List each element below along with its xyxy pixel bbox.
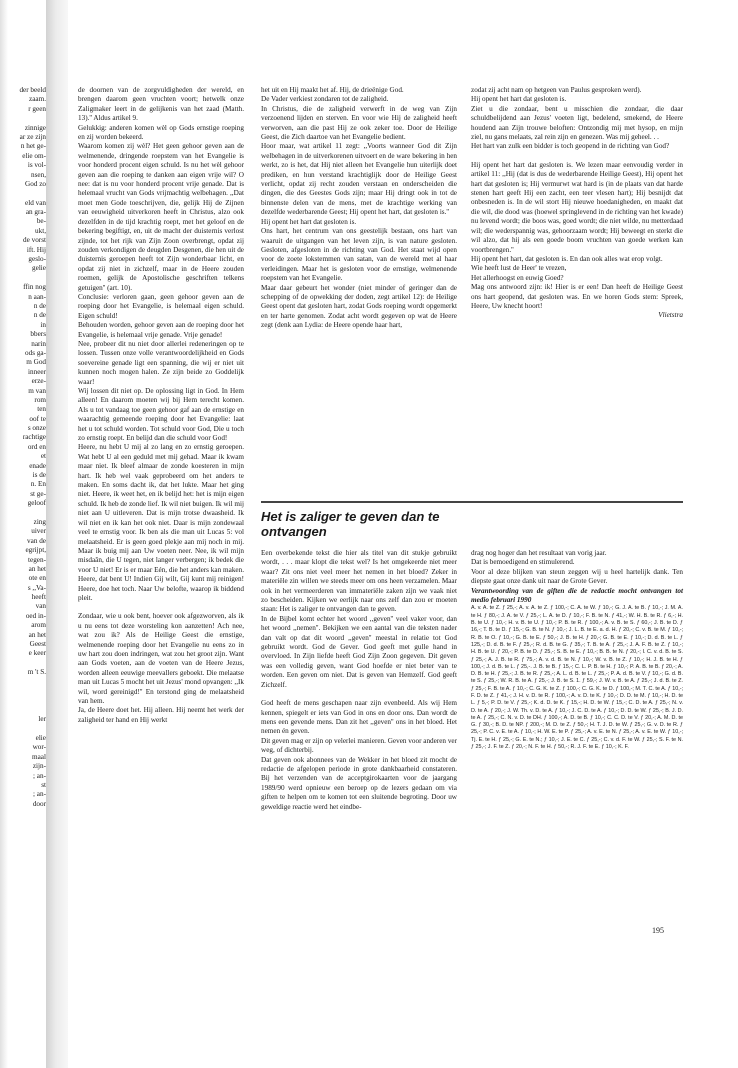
edge-text-line: ffin nog xyxy=(23,283,46,292)
hymn-line: Het allerhoogst en euwig Goed? xyxy=(471,273,564,282)
edge-text-line: heeft xyxy=(31,593,46,602)
paragraph: Het hart van zulk een bidder is toch geopend in de richting van God? xyxy=(471,142,670,151)
edge-text-line: ar ze zijn xyxy=(19,132,46,141)
edge-text-line: m 't S. xyxy=(27,668,46,677)
paragraph: Nee, probeer dit nu niet door allerlei redeneringen op te lossen. Tussen onze volle verantwoordelijkheid en Gods soevereine genade ligt een spanning, die wij er niet uit kunnen noch mogen halen. Ze zijn beide zo Goddelijk waar! xyxy=(78,339,244,386)
edge-text-line: an het xyxy=(28,630,46,639)
edge-text-line: zinnige xyxy=(24,123,46,132)
edge-text-line: eld van xyxy=(25,198,46,207)
edge-text-line: e keer xyxy=(28,649,46,658)
article-column-3 xyxy=(471,86,683,321)
edge-text-line: n de xyxy=(33,311,46,320)
paragraph: Een overbekende tekst die hier als titel van dit stukje gebruikt wordt, . . . maar klopt die tekst wel? Is het omgekeerde niet meer waar? Zit ons niet veel meer het nemen in het bloed? Zeker in materiële zin willen we steeds meer om ons heen verzamelen. Maar ook in het vermeerderen van immateriële zaken zijn we vaak niet zo bescheiden. Kijken we eerlijk naar ons zelf dan zou er moeten staan: Het is zaliger te ontvangen dan te geven. xyxy=(261,549,457,614)
edge-text-line: God zo xyxy=(25,179,46,188)
paragraph: Dit geven mag er zijn op velerlei manieren. Geven voor anderen ver weg, of dichterbij. xyxy=(261,736,457,755)
edge-text-line: an het xyxy=(28,564,46,573)
paragraph: Dat geven ook abonnees van de Wekker in het bloed zit mocht de redactie de afgelopen periode in grote dankbaarheid constateren. Bij het verzenden van de acceptgirokaarten voor de jaargang 1989/90 werd opnieuw een beroep op de lezers gedaan om via giften te helpen om te komen tot een sluitende begroting. Door uw geweldige reactie werd het eindbe- xyxy=(261,755,457,811)
edge-text-line: zijn- xyxy=(32,762,46,771)
edge-text-line xyxy=(0,509,46,518)
edge-text-line: oed in- xyxy=(25,611,46,620)
paragraph: God heeft de mens geschapen naar zijn evenbeeld. Als wij Hem kennen, spiegelt er iets van God in ons en door ons. Dan wordt de mens een gevende mens. Dan zit het ,,geven'' ons in het bloed. Het nemen én geven. xyxy=(261,699,457,736)
edge-text-line: der beeld xyxy=(19,86,46,94)
edge-text-line xyxy=(0,114,46,123)
paragraph: Hij opent het hart dat gesloten is. xyxy=(471,95,567,104)
paragraph: Mag ons antwoord zijn: ik! Hier is er een! Dan heeft de Heilige Geest ons hart geopend, dat gesloten was. En we horen Gods stem: Spreek, Heere, Uw knecht hoort! xyxy=(471,283,683,310)
paragraph: het uit en Hij maakt het af. Hij, de drieënige God. xyxy=(261,86,404,94)
paragraph: Ja, de Heere doet het. Hij alleen. Hij neemt het werk der zaligheid ter hand en Hij werkt xyxy=(78,706,244,724)
edge-text-line: zaam. xyxy=(29,95,46,104)
paragraph: de doornen van de zorgvuldigheden der wereld, en brengen daarom geen vruchten voort; hetwelk onze Zaligmaker leert in de gelijkenis van het zaad (Matth. 13).'' Aldus artikel 9. xyxy=(78,86,244,123)
edge-text-line xyxy=(0,659,46,668)
paragraph: Dat is bemoedigend en stimulerend. xyxy=(471,558,575,567)
acknowledgement-heading: Verantwoording van de giften die de redactie mocht ontvangen tot medio februari 1990 xyxy=(471,586,683,605)
giving-article-column-1 xyxy=(261,549,457,812)
edge-text-line: egrijpt, xyxy=(25,546,46,555)
giving-article-column-2 xyxy=(471,549,683,751)
edge-text-line: elie om- xyxy=(22,151,46,160)
edge-text-line: geloof xyxy=(27,499,46,508)
edge-text-line: van xyxy=(35,602,46,611)
paragraph: Hoor maar, wat artikel 11 zegt: ,,Voorts wanneer God dit Zijn welbehagen in de uitverkorenen uitvoert en de ware bekering in hen werkt, zo is het, dat Hij niet alleen het Evangelie hun uiterlijk doet prediken, en hun verstand krachtiglijk door de Heilige Geest verlicht, opdat zij recht zouden verstaan en onderscheiden die dingen, die des Geestes Gods zijn; maar Hij dringt ook in tot de binnenste delen van de mens, met de krachtige werking van dezelfde wederbarende Geest; Hij opent het hart, dat gesloten is.'' xyxy=(261,142,457,217)
edge-text-line: nsen, xyxy=(31,170,46,179)
edge-text-line: ten xyxy=(37,405,46,414)
edge-text-line: de vorst xyxy=(23,236,46,245)
edge-text-line: zing xyxy=(33,517,46,526)
paragraph: zodat zij acht nam op hetgeen van Paulus gesproken werd). xyxy=(471,86,642,94)
edge-text-line: n het ge- xyxy=(20,142,46,151)
edge-text-line: s ,,Va- xyxy=(27,583,46,592)
edge-text-line: be- xyxy=(36,217,46,226)
section-divider xyxy=(261,501,683,503)
paragraph: Heere, nu hebt U mij al zo lang en zo ernstig geroepen. Wat hebt U al een geduld met mij gehad. Maar ik kwam maar niet. Ik bleef almaar de zonde koesteren in mijn hart. Ik heb wel vaak geprobeerd om het anders te maken. En soms dacht ik, dat het lukte. Maar het ging niet. Heere, ik weet het, en ik belijd het: het is mijn eigen schuld. Ik heb de zonde lief. Ik wil niet buigen. Ik wil mij niet aan U uitleveren. Dat is mijn trotse dwaasheid. Ik wil niet en ik kan het ook niet. Daar is mijn zondewaal veel te ernstig voor. Ik ben als die man uit Lucas 5: vol melaatsheid. Er is geen goed plekje aan mij noch in mij. Maar ik buig mij aan Uw voeten neer. Nee, ik wil mijn misdaân, die U tegen, niet langer verbergen; ik bedek die voor U niet! Er is er maar Eén, die het anders kan maken. Heere, dat bent U! Indien Gij wilt, Gij kunt mij reinigen! Heere, doe het toch. Naar Uw belofte, waarop ik biddend pleit. xyxy=(78,443,244,602)
edge-text-line: ; an- xyxy=(33,771,46,780)
edge-text-line: ord en xyxy=(27,442,46,451)
edge-text-line xyxy=(0,696,46,705)
edge-text-line: Geest xyxy=(29,640,46,649)
edge-text-line: ; an- xyxy=(33,790,46,799)
edge-text-line: rachtige xyxy=(22,433,46,442)
edge-text-line: tegen- xyxy=(28,555,46,564)
edge-text-line: door xyxy=(32,799,46,808)
edge-text-line: is vol- xyxy=(27,161,46,170)
edge-text-line: ler xyxy=(38,715,46,724)
article-column-1 xyxy=(78,86,244,725)
edge-text-line: elie xyxy=(35,733,46,742)
paragraph: Hij opent het hart dat gesloten is. xyxy=(261,217,357,226)
paragraph: In de Bijbel komt echter het woord ,,geven'' veel vaker voor, dan het woord ,,nemen''. Bekijken we een aantal van die teksten nader dan valt op dat dit woord ,,geven'' meestal in relatie tot God gebruikt wordt. God de Gever. God geeft met gulle hand in overvloed. In Zijn liefde heeft God Zijn Zoon gegeven. Dit geven was een volledig geven, want God hoefde er niet beter van te worden. Een geven om niet. Dat is geven van Hemzelf. God geeft Zichzelf. xyxy=(261,614,457,689)
edge-text-line: oof te xyxy=(29,414,46,423)
edge-text-line: ift. Hij xyxy=(26,245,46,254)
edge-text-line: ukt, xyxy=(35,226,46,235)
donations-list: A. v. A. te Z. ƒ 25,-; A. v. A. te Z. ƒ 100,-; C. A. te W. ƒ 10,-; G. J. A. te B. ƒ 10,-; J. M. A. te H. ƒ 80,-; J. A. te V. ƒ 25,-; L. A. te D. ƒ 10,-; F. B. te N. ƒ 41,-; W. H. B. te R. ƒ 6,-; H. B. te U. ƒ 10,-; H. v. B. te U. ƒ 10,-; P. B. te R. ƒ 100,-; A. v. B. te S. ƒ 60,-; J. B. te D. ƒ 16,-; T. B. te D. ƒ 15,-; G. B. te N. ƒ 10,-; J. L. B. te E. a. d. H. ƒ 20,-; C. v. B. te M. ƒ 10,-; R. B. te O. ƒ 10,-; G. B. te E. ƒ 50,-; J. B. te H. ƒ 20,-; G. B. te E. ƒ 10,-; D. d. B. te L. ƒ 125,-; D. d. B. te F. ƒ 25,-; R. d. B. te G. ƒ 35,-; T. B. te A. ƒ 25,-; J. A. F. B. te Z. ƒ 10,-; H. B. te U. ƒ 20,-; P. B. te D. ƒ 25,-; S. B. te E. ƒ 10,-; B. B. te N. ƒ 20,-; I. C. v. d. B. te S. ƒ 25,-; A. J. B. te R. ƒ 75,-; A. v. d. B. te N. ƒ 10,-; W. v. B. te Z. ƒ 10,-; H. J. B. te H. ƒ 100,-; J. d. B. te L. ƒ 25,-. J. B. te B. ƒ 15,-; C. L. P. B. te H. ƒ 10,-; P. A. B. te B. ƒ 20,-; A. D. B. te H. ƒ 25,-; J. B. te R. ƒ 25,-; A. L. d. B. te L. ƒ 25,-; P. A. d. B. te V. ƒ 10,-; G. d. B. te S. ƒ 25,-; W. R. B. te A. ƒ 25,-; J. B. te S. 1. ƒ 59,-; J. W. v. B. te A. ƒ 25,-; J. d. B. te Z. ƒ 25,-; F. B. te A. ƒ 10,-; C. G. K. te Z. ƒ 100,-; C. G. K. te D. ƒ 100,-; M. T. C. te A. ƒ 10,-; F. D. te Z. ƒ 41,-; J. H. v. D. te R. ƒ 100,-; A. v. D. te K. ƒ 10,-; D. D. te M. ƒ 10,-; H. D. te L. ƒ 5,-; P. D. te V. ƒ 25,-; K. d. D. te K. ƒ 15,-; H. D. te W. ƒ 15,-; C. D. te A. ƒ 25,-; N. v. D. te A. ƒ 20,-; J. W. Th. v. D. te A. ƒ 10,-; J. C. D. te A. ƒ 10,-; D. D. te W. ƒ 25,-; B. J. D. te A. ƒ 25,-; C. N. v. D. te DH. ƒ 100,-; A. D. te B. ƒ 10,-; C. C. D. te V. ƒ 20,-; A. M. D. te G. ƒ 30,-; B. D. te NP. ƒ 200,-; M. D. te Z. ƒ 50,-; H. T. J. D. te W. ƒ 25,-; G. v. D. te R. ƒ 25,-; P. C. v. E. te A. ƒ 10,-; H. W. E. te P. ƒ 25,-; A. v. E. te N. ƒ 25,-; A. v. E. te W. ƒ 10,-; Tj. E. te H. ƒ 25,-; G. E. te N.; ƒ 10,-; J. E. te C. ƒ 25,-; C. v. d. F. te W. ƒ 25,-; S. F. te N. ƒ 25,-; J. F. te Z. ƒ 20,-; N. F. te H. ƒ 50,-; R. J. F. te E. ƒ 10,-; K. F. xyxy=(471,605,683,751)
author-signature: Vlietstra xyxy=(658,311,683,320)
edge-text-line: m van xyxy=(28,386,46,395)
paragraph: De Vader verkiest zondaren tot de zaligheid. xyxy=(261,95,389,104)
paragraph: Behouden worden, gehoor geven aan de roeping door het Evangelie, is helemaal vrije genade. Vrije genade! xyxy=(78,321,244,339)
edge-text-line: et xyxy=(40,452,46,461)
edge-text-line: s onze xyxy=(27,424,46,433)
edge-text-line: st ge- xyxy=(30,489,46,498)
edge-text-line: geslo- xyxy=(28,255,46,264)
article-column-2 xyxy=(261,86,457,331)
paragraph: Voor al deze blijken van steun zeggen wij u heel hartelijk dank. Ten diepste gaat onze dank uit naar de Grote Gever. xyxy=(471,567,683,586)
edge-text-line: maal xyxy=(32,752,46,761)
edge-text-line: ods ga- xyxy=(25,348,46,357)
edge-text-line xyxy=(0,687,46,696)
edge-text-line: st xyxy=(41,780,46,789)
paragraph: Ons hart, het centrum van ons geestelijk bestaan, ons hart van waaruit de uitgangen van het leven zijn, is van nature gesloten. Gesloten, afgesloten in de richting van God. Het staat wijd open voor de zoete lokstemmen van satan, van de wereld met al haar verleidingen. Maar het is gesloten voor de ernstige, welmenende roepstem van het Evangelie. xyxy=(261,227,457,283)
edge-text-line: narin xyxy=(31,339,46,348)
edge-text-line: uiver xyxy=(31,527,46,536)
article-title: Het is zaliger te geven dan te ontvangen xyxy=(261,509,440,539)
paragraph: drag nog hoger dan het resultaat van vorig jaar. xyxy=(471,549,607,557)
page-number: 195 xyxy=(652,926,664,935)
book-spine xyxy=(46,0,68,1068)
edge-text-line: arom xyxy=(31,621,46,630)
left-page-edge-text xyxy=(0,86,46,809)
paragraph: Wij lossen dit niet op. De oplossing ligt in God. In Hem alleen! En daarom moeten wij bij Hem terecht komen. Als u tot vandaag toe geen gehoor gaf aan de ernstige en waarachtig gemeende roeping door het Evangelie: laat het u tot schuld worden. Tot schuld voor God, Die u toch zo ernstig roept. En belijd dan die schuld voor God! xyxy=(78,387,244,443)
edge-text-line: an gra- xyxy=(25,208,46,217)
edge-text-line: is de xyxy=(32,471,46,480)
edge-text-line: bbers xyxy=(30,330,46,339)
paragraph: Hij opent het hart dat gesloten is. We lezen maar eenvoudig verder in artikel 11: ,,Hij (dat is dus de wederbarende Heilige Geest), Hij opent het hart dat gesloten is; Hij vermurwt wat hard is (in de plaats van dat harde stenen hart geeft Hij een zacht, een teer vlesen hart); Hij besnijdt dat onbesneden is. In de wil stort Hij nieuwe hoedanigheden, en maakt dat die wil, die dood was (hoewel springlevend in de richting van het kwade) nu levend wordt; die boos was, goed wordt; die niet wilde, nu metterdaad wil; die wederspannig was, gehoorzaam wordt; Hij beweegt en sterkt die wil alzo, dat hij als een goede boom vruchten van goede werken kan voortbrengen.'' xyxy=(471,160,683,254)
edge-text-line: enade xyxy=(29,461,46,470)
edge-text-line: n. En xyxy=(30,480,46,489)
edge-text-line: n de xyxy=(33,301,46,310)
paragraph: Conclusie: verloren gaan, geen gehoor geven aan de roeping door het Evangelie, is helemaal eigen schuld. Eigen schuld! xyxy=(78,292,244,320)
edge-text-line: gelie xyxy=(32,264,46,273)
paragraph: Zondaar, wie u ook bent, hoever ook afgezworven, als ik u nu eens tot deze worsteling kon aanzetten! Ach nee, wat zou ik? Als de Heilige Geest die ernstige, welmenende roeping door het Evangelie nu eens zo in uw hart zou doen indringen, wat zou het groot zijn. Want aan Gods voeten, aan de voeten van de Heere Jezus, worden alleen eeuwige meevallers geboekt. Die melaatse man uit Lucas 5 mocht het uit Jezus' mond opvangen: ,,Ik wil, word gereinigd!'' En terstond ging de melaatsheid van hem. xyxy=(78,612,244,705)
hymn-line: Wie heeft lust de Heer' te vrezen, xyxy=(471,264,567,273)
edge-text-line xyxy=(0,706,46,715)
edge-text-line: in xyxy=(40,320,46,329)
edge-text-line xyxy=(0,678,46,687)
edge-text-line xyxy=(0,274,46,283)
paragraph: In Christus, die de zaligheid verwerft in de weg van Zijn verzoenend lijden en sterven. En voor wie Hij de zaligheid heeft verworven, aan die past Hij ze ook zeker toe. Door de Heilige Geest, die Zich daartoe van het Evangelie bedient. xyxy=(261,104,457,142)
edge-text-line: wor- xyxy=(32,743,46,752)
edge-text-line: rom xyxy=(34,395,46,404)
edge-text-line: n aan- xyxy=(28,292,46,301)
edge-text-line xyxy=(0,725,46,734)
edge-text-line: ote en xyxy=(28,574,46,583)
edge-text-line: m God xyxy=(26,358,46,367)
paragraph: Maar daar gebeurt het wonder (niet minder of geringer dan de schepping of de opwekking der doden, zegt artikel 12): de Heilige Geest opent dat gesloten hart, zodat Gods roeping wordt opgemerkt en ter harte genomen. Zodat acht wordt gegeven op wat de Heere zegt (denk aan Lydia: de Heere opende haar hart, xyxy=(261,283,457,330)
edge-text-line: inneer xyxy=(28,367,46,376)
paragraph: Hij opent het hart, dat gesloten is. En dan ook alles wat erop volgt. xyxy=(471,254,663,263)
edge-text-line: r geen xyxy=(28,104,46,113)
paragraph: Waarom komen zij wèl? Het geen gehoor geven aan de welmenende, dringende roepstem van het Evangelie is voor honderd procent eigen schuld. Is nu het wèl gehoor geven aan die roeping te danken aan eigen vrije wil? O nee: dat is nu voor honderd procent vrije genade. Dat is helemaal vrucht van Gods vrijmachtig welbehagen. ,,Dat moet men Gode toeschrijven, die, gelijk Hij de Zijnen van eeuwigheid uitverkoren heeft in Christus, alzo ook dezelfden in de tijd krachtig roept, met het geloof en de bekering begiftigt, en, uit de macht der duisternis verlost zijnde, tot het rijk van Zijn Zoon overbrengt, opdat zij zouden verkondigen de deugden Desgenen, die hen uit de duisternis geroepen heeft tot Zijn wonderbaar licht, en opdat zij niet in zichzelf, maar in de Heere zouden roemen, gelijk de Apostolische geschriften telkens getuigen'' (art. 10). xyxy=(78,142,244,292)
edge-text-line xyxy=(0,189,46,198)
edge-text-line: erze- xyxy=(31,377,46,386)
edge-text-line: van de xyxy=(27,536,46,545)
paragraph: Gelukkig: anderen komen wèl op Gods ernstige roeping en zij worden bekeerd. xyxy=(78,123,244,142)
paragraph: Ziet u die zondaar, bent u misschien die zondaar, die daar schuldbelijdend aan Jezus' voeten ligt, bedelend, smekend, de Heere houdend aan Zijn trouwe beloften: Ontzondig mij met hysop, en mijn ziel, nu gans melaats, zal rein zijn en genezen. Was mij geheel. . . xyxy=(471,104,683,142)
